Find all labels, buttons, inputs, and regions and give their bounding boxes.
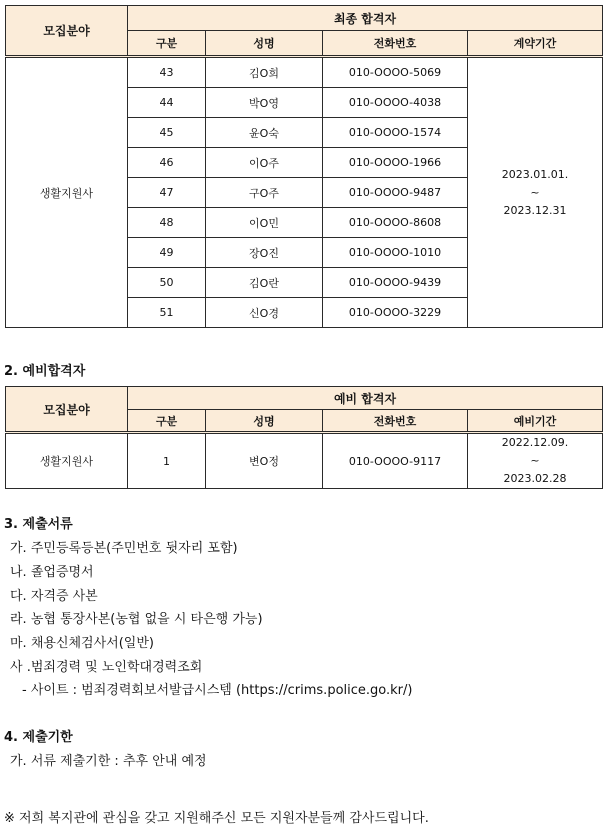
row-name: 변O정: [206, 433, 323, 489]
row-no: 50: [128, 268, 206, 298]
row-name: 김O란: [206, 268, 323, 298]
document-site-note: - 사이트 : 범죄경력회보서발급시스템 (https://crims.police.go.kr/): [22, 683, 413, 698]
reserve-period-cell: [468, 433, 603, 489]
row-no: 44: [128, 88, 206, 118]
period-end: 2023.12.31: [503, 203, 567, 217]
section-2-title: 2. 예비합격자: [4, 364, 86, 379]
table-row: [6, 433, 603, 489]
row-name: 장O진: [206, 238, 323, 268]
document-item: 라. 농협 통장사본(농협 없을 시 타은행 가능): [10, 612, 263, 627]
row-phone: 010-OOOO-1966: [323, 148, 468, 178]
row-name: 이O주: [206, 148, 323, 178]
row-name: 신O경: [206, 298, 323, 328]
row-phone: 010-OOOO-5069: [323, 57, 468, 88]
col-header-phone: 전화번호: [323, 410, 468, 433]
group-header: 최종 합격자: [128, 6, 603, 31]
col-header-name: 성명: [206, 31, 323, 57]
group-header: 예비 합격자: [128, 387, 603, 410]
period-sep: ~: [530, 454, 540, 467]
row-name: 윤O숙: [206, 118, 323, 148]
row-no: 46: [128, 148, 206, 178]
table-row: [6, 57, 603, 88]
contract-period-cell: [468, 57, 603, 328]
row-name: 이O민: [206, 208, 323, 238]
row-no: 43: [128, 57, 206, 88]
row-name: 구O주: [206, 178, 323, 208]
section-3-title: 3. 제출서류: [4, 517, 73, 532]
document-item: 가. 주민등록등본(주민번호 뒷자리 포함): [10, 541, 238, 556]
row-phone: 010-OOOO-9439: [323, 268, 468, 298]
row-phone: 010-OOOO-9117: [323, 433, 468, 489]
row-phone: 010-OOOO-9487: [323, 178, 468, 208]
col-header-no: 구분: [128, 410, 206, 433]
row-phone: 010-OOOO-1010: [323, 238, 468, 268]
row-name: 박O영: [206, 88, 323, 118]
col-header-no: 구분: [128, 31, 206, 57]
document-item: 사 .범죄경력 및 노인학대경력조회: [10, 660, 203, 675]
document-item: 마. 채용신체검사서(일반): [10, 636, 154, 651]
document-item: 나. 졸업증명서: [10, 565, 94, 580]
section-4-title: 4. 제출기한: [4, 730, 73, 745]
row-no: 48: [128, 208, 206, 238]
field-cell: 생활지원사: [6, 57, 128, 328]
period-end: 2023.02.28: [503, 472, 567, 485]
deadline-item: 가. 서류 제출기한 : 추후 안내 예정: [10, 754, 207, 769]
col-header-period: 계약기간: [468, 31, 603, 57]
row-no: 1: [128, 433, 206, 489]
row-no: 45: [128, 118, 206, 148]
col-header-period: 예비기간: [468, 410, 603, 433]
field-header: 모집분야: [6, 387, 128, 433]
period-sep: ~: [530, 185, 540, 199]
final-applicants-table: [5, 5, 603, 328]
row-no: 49: [128, 238, 206, 268]
document-item: 다. 자격증 사본: [10, 589, 98, 604]
row-no: 47: [128, 178, 206, 208]
col-header-name: 성명: [206, 410, 323, 433]
field-header: 모집분야: [6, 6, 128, 57]
row-phone: 010-OOOO-1574: [323, 118, 468, 148]
row-phone: 010-OOOO-8608: [323, 208, 468, 238]
period-start: 2023.01.01.: [501, 167, 569, 181]
reserve-applicants-table: [5, 386, 603, 489]
field-cell: 생활지원사: [6, 433, 128, 489]
col-header-phone: 전화번호: [323, 31, 468, 57]
footer-note: ※ 저희 복지관에 관심을 갖고 지원해주신 모든 지원자분들께 감사드립니다.: [4, 811, 429, 826]
row-name: 김O희: [206, 57, 323, 88]
row-phone: 010-OOOO-3229: [323, 298, 468, 328]
row-phone: 010-OOOO-4038: [323, 88, 468, 118]
period-start: 2022.12.09.: [501, 436, 569, 449]
row-no: 51: [128, 298, 206, 328]
